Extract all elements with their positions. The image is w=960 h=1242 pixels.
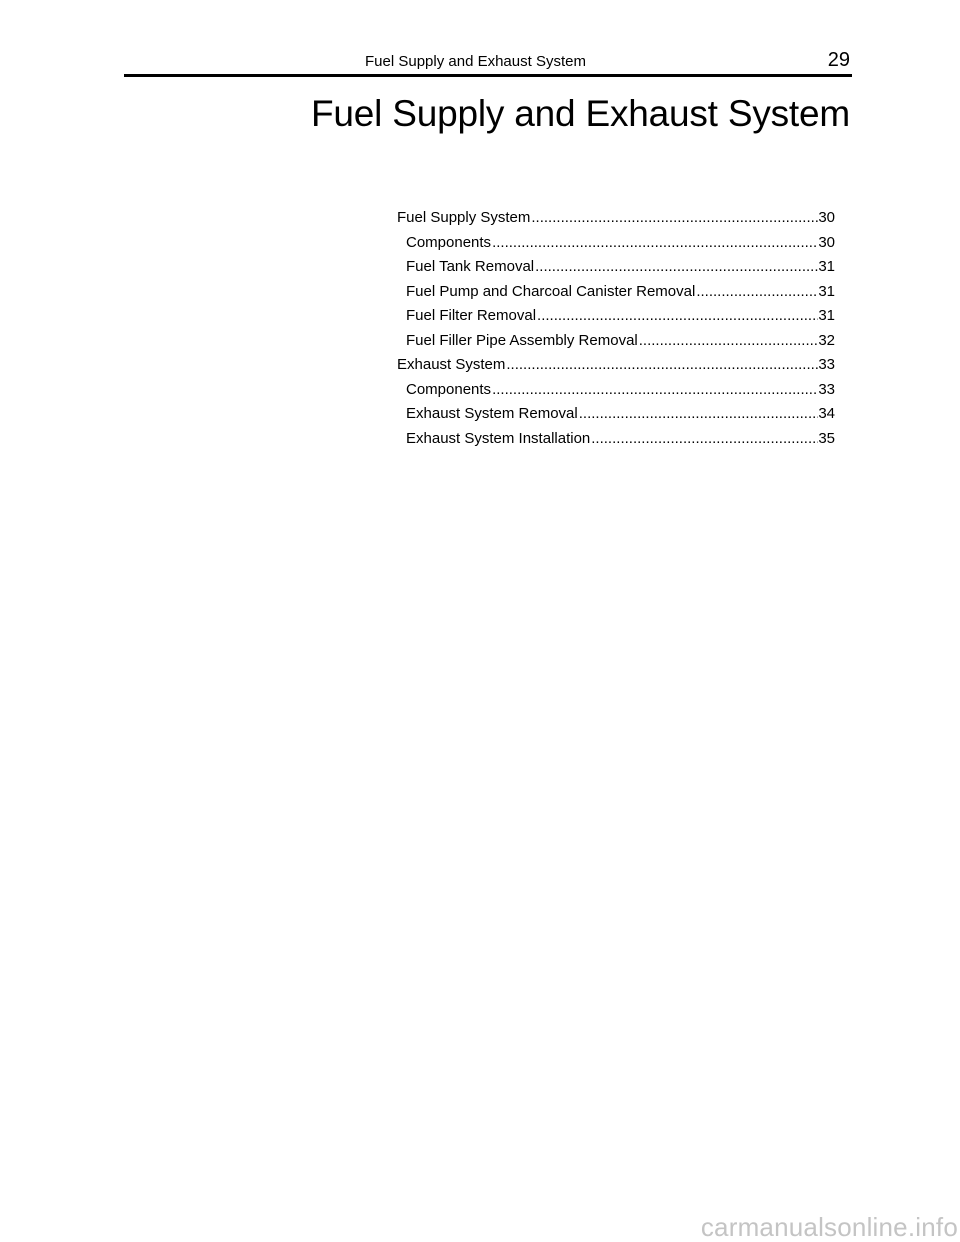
toc-entry-label: Fuel Tank Removal	[406, 258, 535, 275]
toc-entry-fuel-components[interactable]	[397, 231, 835, 256]
toc-dot-leader	[491, 378, 818, 402]
toc-entry-label: Fuel Supply System	[397, 209, 531, 226]
toc-entry-fuel-filter-removal[interactable]	[397, 304, 835, 329]
chapter-title: Fuel Supply and Exhaust System	[310, 93, 850, 134]
toc-dot-leader	[638, 329, 819, 353]
toc-entry-fuel-supply-system[interactable]	[397, 206, 835, 231]
toc-entry-label: Components	[406, 380, 492, 398]
running-header	[124, 46, 852, 77]
toc-entry-label: Exhaust System Removal	[406, 405, 578, 422]
toc-entry-exhaust-system-installation[interactable]	[397, 427, 835, 452]
toc-entry-page: 32	[818, 331, 835, 349]
toc-entry-page: 31	[818, 307, 835, 324]
toc-dot-leader	[590, 427, 818, 451]
toc-dot-leader	[536, 304, 818, 328]
toc-entry-exhaust-system-removal[interactable]	[397, 402, 835, 427]
toc-entry-fuel-filler-pipe-removal[interactable]	[397, 329, 835, 354]
header-section-title: Fuel Supply and Exhaust System	[365, 53, 586, 70]
toc-dot-leader	[695, 280, 818, 304]
toc-entry-fuel-tank-removal[interactable]	[397, 255, 835, 280]
toc-entry-label: Fuel Filler Pipe Assembly Removal	[406, 331, 638, 349]
toc-entry-exhaust-components[interactable]	[397, 378, 835, 403]
toc-dot-leader	[491, 231, 818, 255]
toc-entry-page: 34	[818, 405, 835, 422]
toc-dot-leader	[578, 402, 819, 426]
table-of-contents	[397, 206, 835, 451]
header-page-number: 29	[827, 49, 850, 71]
toc-entry-fuel-pump-removal[interactable]	[397, 280, 835, 305]
toc-entry-page: 31	[818, 258, 835, 275]
toc-entry-page: 33	[818, 356, 835, 373]
toc-entry-label: Exhaust System Installation	[406, 429, 591, 447]
toc-entry-page: 31	[818, 282, 835, 300]
toc-entry-page: 33	[818, 380, 835, 398]
toc-entry-label: Exhaust System	[397, 356, 506, 373]
toc-dot-leader	[530, 206, 818, 230]
toc-entry-label: Fuel Pump and Charcoal Canister Removal	[406, 282, 696, 300]
toc-entry-page: 30	[818, 209, 835, 226]
toc-entry-page: 30	[818, 233, 835, 251]
toc-entry-label: Components	[406, 233, 492, 251]
toc-entry-exhaust-system[interactable]	[397, 353, 835, 378]
toc-dot-leader	[505, 353, 818, 377]
watermark: carmanualsonline.info	[700, 1212, 958, 1242]
toc-dot-leader	[534, 255, 818, 279]
toc-entry-label: Fuel Filter Removal	[406, 307, 537, 324]
toc-entry-page: 35	[818, 429, 835, 447]
